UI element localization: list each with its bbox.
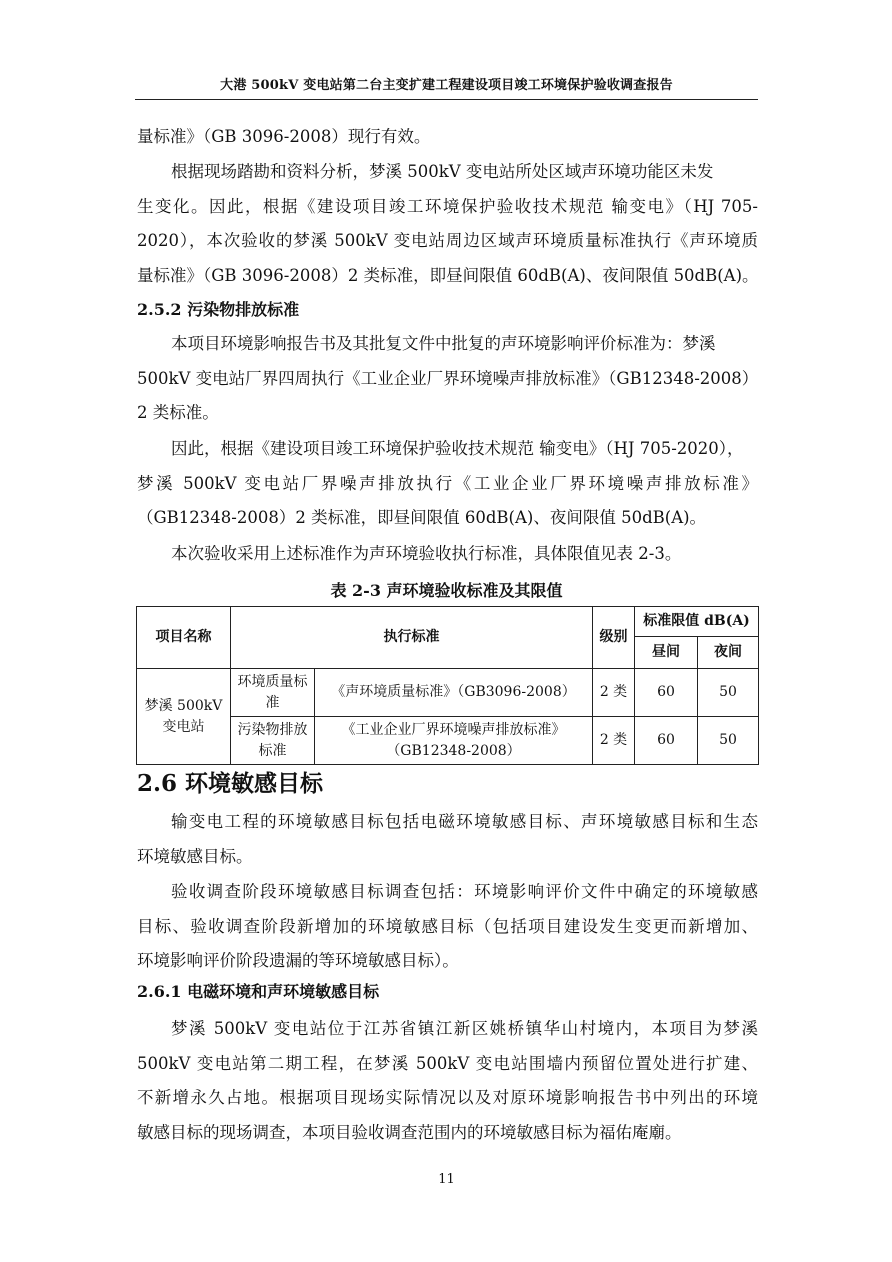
paragraph-eia-standard	[137, 327, 758, 431]
text-line: 输变电工程的环境敏感目标包括电磁环境敏感目标、声环境敏感目标和生态	[171, 812, 758, 831]
text-line: 敏感目标的现场调查，本项目验收调查范围内的环境敏感目标为福佑庵廟。	[137, 1122, 682, 1142]
text-line: 2020），本次验收的梦溪 500kV 变电站周边区域声环境质量标准执行《声环境质	[137, 231, 758, 250]
paragraph-sensitive-targets	[137, 805, 758, 874]
text-line: 梦溪 500kV 变电站位于江苏省镇江新区姚桥镇华山村境内，本项目为梦溪	[171, 1019, 758, 1038]
header-day: 昼间	[635, 637, 698, 669]
text-line: 本项目环境影响报告书及其批复文件中批复的声环境影响评价标准为：梦溪	[171, 334, 716, 353]
paragraph-gb3096-valid	[137, 120, 758, 155]
text-line: （GB12348-2008）2 类标准，即昼间限值 60dB(A)、夜间限值 50dB(A)。	[137, 508, 707, 527]
text-line: 根据现场踏勘和资料分析，梦溪 500kV 变电站所处区域声环境功能区未发	[171, 162, 714, 181]
table-row	[137, 717, 759, 765]
cell-type: 污染物排放标准	[231, 717, 315, 765]
paragraph-boundary-noise	[137, 432, 758, 536]
text-line: 因此，根据《建设项目竣工环境保护验收技术规范 输变电》（HJ 705-2020），	[171, 439, 744, 458]
table-caption: 表 2-3 声环境验收标准及其限值	[330, 581, 563, 600]
header-standard: 执行标准	[231, 607, 593, 669]
cell-grade: 2 类	[593, 717, 635, 765]
header-night: 夜间	[698, 637, 759, 669]
header-limit: 标准限值 dB(A)	[635, 607, 759, 637]
text-line: 2 类标准。	[137, 403, 219, 422]
text-line: 环境敏感目标。	[137, 846, 253, 866]
running-header: 大港 500kV 变电站第二台主变扩建工程建设项目竣工环境保护验收调查报告	[220, 78, 673, 93]
paragraph-acceptance-standard	[137, 537, 758, 572]
cell-night-limit: 50	[698, 669, 759, 717]
section-heading-2-5-2: 2.5.2 污染物排放标准	[137, 300, 300, 319]
text-line: 500kV 变电站第二期工程，在梦溪 500kV 变电站围墙内预留位置处进行扩建、	[137, 1053, 758, 1073]
section-heading-2-6-1: 2.6.1 电磁环境和声环境敏感目标	[137, 982, 380, 1001]
text-line: 不新增永久占地。根据项目现场实际情况以及对原环境影响报告书中列出的环境	[137, 1088, 758, 1107]
header-divider	[135, 99, 758, 100]
cell-day-limit: 60	[635, 669, 698, 717]
page-number: 11	[438, 1172, 455, 1187]
text-line: 生变化。因此，根据《建设项目竣工环境保护验收技术规范 输变电》（HJ 705-	[137, 196, 758, 216]
cell-project-name: 梦溪 500kV 变电站	[137, 669, 231, 765]
text-line: 本次验收采用上述标准作为声环境验收执行标准，具体限值见表 2-3。	[171, 544, 682, 563]
header-grade: 级别	[593, 607, 635, 669]
cell-type: 环境质量标准	[231, 669, 315, 717]
text-line: 500kV 变电站厂界四周执行《工业企业厂界环境噪声排放标准》（GB12348-2008）	[137, 368, 759, 388]
paragraph-substation-location	[137, 1012, 758, 1150]
cell-grade: 2 类	[593, 669, 635, 717]
text-line: 量标准》（GB 3096-2008）现行有效。	[137, 127, 431, 146]
cell-standard: 《声环境质量标准》（GB3096-2008）	[315, 669, 593, 717]
cell-standard: 《工业企业厂界环境噪声排放标准》（GB12348-2008）	[315, 717, 593, 765]
table-row	[137, 669, 759, 717]
section-heading-2-6: 2.6 环境敏感目标	[137, 770, 324, 797]
text-line: 目标、验收调查阶段新增加的环境敏感目标（包括项目建设发生变更而新增加、	[137, 916, 758, 936]
text-line: 量标准》（GB 3096-2008）2 类标准，即昼间限值 60dB(A)、夜间限值 50dB(A)。	[137, 265, 759, 285]
text-line: 梦溪 500kV 变电站厂界噪声排放执行《工业企业厂界环境噪声排放标准》	[137, 473, 758, 493]
paragraph-noise-function-zone	[137, 155, 758, 293]
noise-standard-table	[136, 606, 759, 765]
header-project-name: 项目名称	[137, 607, 231, 669]
text-line: 验收调查阶段环境敏感目标调查包括：环境影响评价文件中确定的环境敏感	[171, 882, 758, 901]
cell-night-limit: 50	[698, 717, 759, 765]
cell-day-limit: 60	[635, 717, 698, 765]
text-line: 环境影响评价阶段遗漏的等环境敏感目标）。	[137, 951, 459, 970]
paragraph-survey-scope	[137, 875, 758, 979]
